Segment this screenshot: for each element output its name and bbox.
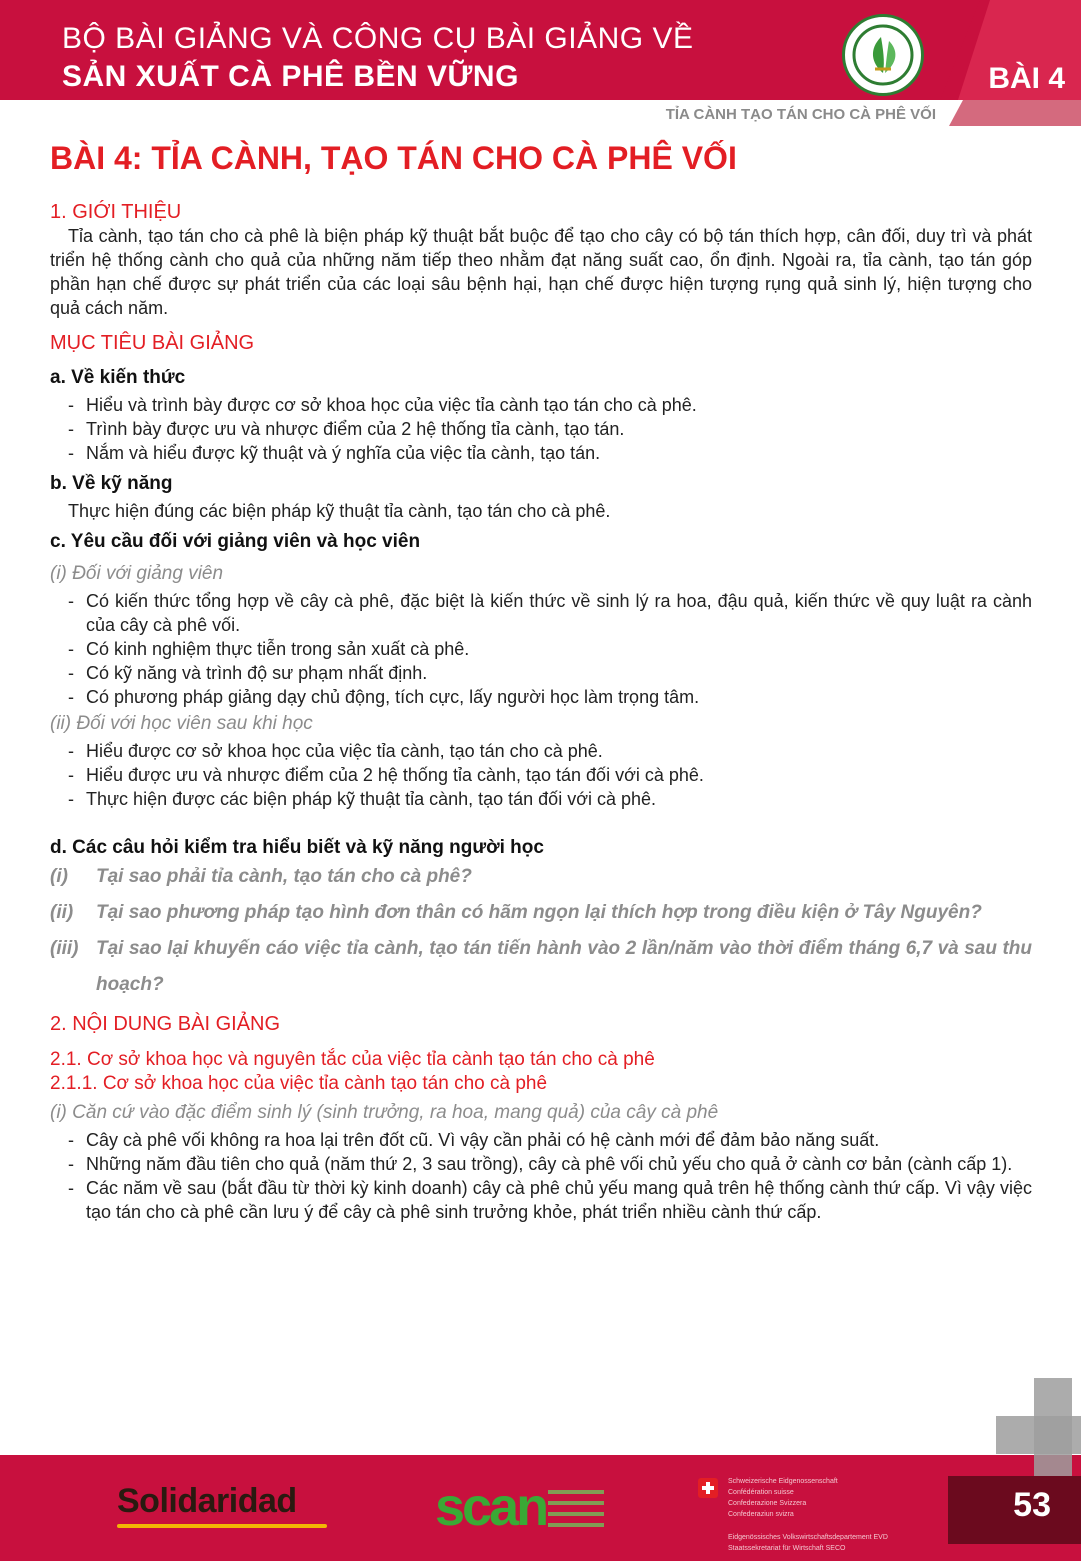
intro-paragraph: Tỉa cành, tạo tán cho cà phê là biện pháp kỹ thuật bắt buộc để tạo cho cây có bộ tán thích hợp, cân đối, duy trì và phát triển hệ thống cành cho quả của những năm tiếp theo nhằm đạt năng suất cao, ổn định. Ngoài ra, tỉa cành, tạo tán góp phần hạn chế được sự phát triển của các loại sâu bệnh hại, hạn chế được hiện tượng rụng quả sinh lý, hiện tượng cho quả cách năm. bbox=[50, 226, 1032, 318]
knowledge-list bbox=[50, 393, 1032, 465]
leaf-logo-icon bbox=[851, 23, 915, 87]
swiss-line: Confederazione Svizzera bbox=[728, 1500, 807, 1507]
question-text: Tại sao phải tỉa cành, tạo tán cho cà phê? bbox=[96, 866, 472, 887]
page-header bbox=[0, 0, 1081, 130]
subheader-strip-bg bbox=[949, 100, 1081, 126]
swiss-confederation-text bbox=[728, 1476, 838, 1520]
subheading-questions: d. Các câu hỏi kiểm tra hiểu biết và kỹ năng người học bbox=[50, 837, 544, 858]
question-number: (iii) bbox=[50, 938, 79, 959]
swiss-flag-icon bbox=[698, 1478, 718, 1498]
seco-line: Staatssekretariat für Wirtschaft SECO bbox=[728, 1545, 846, 1552]
list-item: - Hiểu được ưu và nhược điểm của 2 hệ thống tỉa cành, tạo tán đối với cà phê. bbox=[68, 763, 1032, 787]
swiss-line: Schweizerische Eidgenossenschaft bbox=[728, 1478, 838, 1485]
students-list bbox=[50, 739, 1032, 811]
list-item: - Những năm đầu tiên cho quả (năm thứ 2, 3 sau trồng), cây cà phê vối chủ yếu cho quả ở cành cơ bản (cành cấp 1). bbox=[68, 1152, 1032, 1176]
subheader-title: TỈA CÀNH TẠO TÁN CHO CÀ PHÊ VỐI bbox=[665, 106, 936, 123]
lesson-tab bbox=[958, 0, 1081, 100]
question-number: (i) bbox=[50, 866, 68, 887]
swiss-line: Confédération suisse bbox=[728, 1489, 794, 1496]
solidaridad-logo-underline bbox=[117, 1524, 327, 1528]
scan-logo-lines bbox=[548, 1490, 604, 1534]
page-number: 53 bbox=[1013, 1486, 1051, 1524]
page-content bbox=[50, 140, 1032, 1224]
subheader-strip bbox=[520, 100, 1081, 126]
list-item: - Các năm về sau (bắt đầu từ thời kỳ kinh doanh) cây cà phê chủ yếu mang quả trên hệ thống cành thứ cấp. Vì vậy việc tạo tán cho cà phê cần lưu ý để cây cà phê sinh trưởng khỏe, phát triển nhiều cành thứ cấp. bbox=[68, 1176, 1032, 1224]
section-heading-intro: 1. GIỚI THIỆU bbox=[50, 201, 182, 223]
physiology-list bbox=[50, 1128, 1032, 1224]
subheading-knowledge: a. Về kiến thức bbox=[50, 367, 186, 388]
lesson-tab-label: BÀI 4 bbox=[988, 62, 1065, 95]
question-item bbox=[50, 931, 1032, 1003]
decorative-cross-horizontal bbox=[996, 1416, 1081, 1454]
question-text: Tại sao lại khuyến cáo việc tỉa cành, tạo tán tiến hành vào 2 lần/năm vào thời điểm tháng 6,7 và sau thu hoạch? bbox=[96, 938, 1032, 995]
lecturer-list bbox=[50, 589, 1032, 709]
list-item: - Có kiến thức tổng hợp về cây cà phê, đặc biệt là kiến thức về sinh lý ra hoa, đậu quả, kiến thức về quy luật ra cành của cây cà phê vối. bbox=[68, 589, 1032, 637]
subheading-physiology-basis: (i) Căn cứ vào đặc điểm sinh lý (sinh trưởng, ra hoa, mang quả) của cây cà phê bbox=[50, 1102, 719, 1123]
organization-logo bbox=[842, 14, 924, 96]
question-item bbox=[50, 859, 1032, 895]
subheading-students: (ii) Đối với học viên sau khi học bbox=[50, 713, 313, 734]
lesson-title: BÀI 4: TỈA CÀNH, TẠO TÁN CHO CÀ PHÊ VỐI bbox=[50, 140, 737, 176]
subsection-heading-2-1: 2.1. Cơ sở khoa học và nguyên tắc của việc tỉa cành tạo tán cho cà phê bbox=[50, 1049, 655, 1070]
seco-line: Eidgenössisches Volkswirtschaftsdepartement EVD bbox=[728, 1534, 888, 1541]
subheading-lecturer: (i) Đối với giảng viên bbox=[50, 563, 224, 584]
question-text: Tại sao phương pháp tạo hình đơn thân có hãm ngọn lại thích hợp trong điều kiện ở Tây Nguyên? bbox=[96, 902, 982, 923]
solidaridad-logo: Solidaridad bbox=[117, 1482, 297, 1520]
section-heading-objectives: MỤC TIÊU BÀI GIẢNG bbox=[50, 332, 255, 354]
header-title-line1: BỘ BÀI GIẢNG VÀ CÔNG CỤ BÀI GIẢNG VỀ bbox=[62, 22, 694, 55]
subheading-requirements: c. Yêu cầu đối với giảng viên và học viên bbox=[50, 531, 421, 552]
subheading-skills: b. Về kỹ năng bbox=[50, 473, 173, 494]
list-item: - Nắm và hiểu được kỹ thuật và ý nghĩa của việc tỉa cành, tạo tán. bbox=[68, 441, 1032, 465]
questions-list bbox=[50, 859, 1032, 1003]
scan-logo: scan bbox=[435, 1477, 547, 1537]
swiss-line: Confederaziun svizra bbox=[728, 1511, 794, 1518]
section-heading-content: 2. NỘI DUNG BÀI GIẢNG bbox=[50, 1013, 281, 1035]
question-number: (ii) bbox=[50, 902, 74, 923]
header-title-line2: SẢN XUẤT CÀ PHÊ BỀN VỮNG bbox=[62, 60, 519, 93]
list-item: - Trình bày được ưu và nhược điểm của 2 hệ thống tỉa cành, tạo tán. bbox=[68, 417, 1032, 441]
skills-paragraph: Thực hiện đúng các biện pháp kỹ thuật tỉa cành, tạo tán cho cà phê. bbox=[68, 501, 611, 521]
list-item: - Cây cà phê vối không ra hoa lại trên đốt cũ. Vì vậy cần phải có hệ cành mới để đảm bảo năng suất. bbox=[68, 1128, 1032, 1152]
list-item: - Thực hiện được các biện pháp kỹ thuật tỉa cành, tạo tán đối với cà phê. bbox=[68, 787, 1032, 811]
list-item: - Hiểu và trình bày được cơ sở khoa học của việc tỉa cành tạo tán cho cà phê. bbox=[68, 393, 1032, 417]
question-item bbox=[50, 895, 1032, 931]
list-item: - Hiểu được cơ sở khoa học của việc tỉa cành, tạo tán cho cà phê. bbox=[68, 739, 1032, 763]
subsection-heading-2-1-1: 2.1.1. Cơ sở khoa học của việc tỉa cành tạo tán cho cà phê bbox=[50, 1073, 548, 1094]
list-item: - Có kinh nghiệm thực tiễn trong sản xuất cà phê. bbox=[68, 637, 1032, 661]
list-item: - Có phương pháp giảng dạy chủ động, tích cực, lấy người học làm trọng tâm. bbox=[68, 685, 1032, 709]
seco-text bbox=[728, 1532, 888, 1554]
list-item: - Có kỹ năng và trình độ sư phạm nhất định. bbox=[68, 661, 1032, 685]
